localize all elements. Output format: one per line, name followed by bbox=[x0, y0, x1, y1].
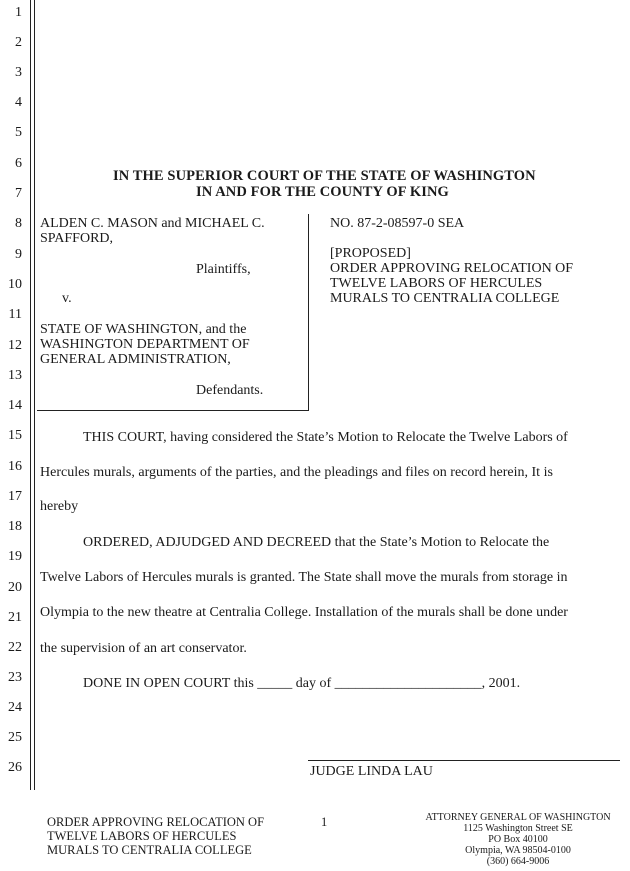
attorney-general-po-box: PO Box 40100 bbox=[488, 834, 548, 845]
line-number: 6 bbox=[15, 156, 22, 171]
line-number: 2 bbox=[15, 35, 22, 50]
defendants-name-line3: GENERAL ADMINISTRATION, bbox=[40, 352, 231, 367]
margin-rule-left bbox=[30, 0, 31, 790]
paragraph1-line2: Hercules murals, arguments of the parties, and the pleadings and files on record herein, It is bbox=[40, 465, 553, 480]
line-number: 24 bbox=[8, 700, 22, 715]
caption-bottom-rule bbox=[37, 410, 309, 411]
paragraph2-line4: the supervision of an art conservator. bbox=[40, 641, 247, 656]
footer-title-line1: ORDER APPROVING RELOCATION OF bbox=[47, 815, 265, 829]
attorney-general-street: 1125 Washington Street SE bbox=[463, 823, 573, 834]
order-title-line3: TWELVE LABORS OF HERCULES bbox=[330, 276, 543, 291]
line-number: 19 bbox=[8, 549, 22, 564]
judge-name: JUDGE LINDA LAU bbox=[310, 764, 433, 779]
attorney-general-city: Olympia, WA 98504-0100 bbox=[465, 845, 571, 856]
line-number: 7 bbox=[15, 186, 22, 201]
line-number: 9 bbox=[15, 247, 22, 262]
paragraph1-line1: THIS COURT, having considered the State’s Motion to Relocate the Twelve Labors of bbox=[83, 430, 568, 445]
plaintiffs-name-line2: SPAFFORD, bbox=[40, 231, 114, 246]
line-number: 8 bbox=[15, 216, 22, 231]
page-number: 1 bbox=[321, 815, 328, 829]
signature-line bbox=[308, 760, 620, 761]
line-number: 5 bbox=[15, 125, 22, 140]
plaintiffs-label: Plaintiffs, bbox=[196, 262, 251, 277]
paragraph2-line2: Twelve Labors of Hercules murals is granted. The State shall move the murals from storage in bbox=[40, 570, 568, 585]
line-number: 17 bbox=[8, 489, 22, 504]
attorney-general-phone: (360) 664-9006 bbox=[486, 856, 550, 867]
line-number: 13 bbox=[8, 368, 22, 383]
paragraph2-line3: Olympia to the new theatre at Centralia College. Installation of the murals shall be done under bbox=[40, 605, 568, 620]
attorney-general-block bbox=[418, 812, 618, 867]
line-number: 11 bbox=[8, 307, 22, 322]
versus: v. bbox=[62, 291, 72, 306]
case-number: NO. 87-2-08597-0 SEA bbox=[330, 216, 465, 231]
line-number: 18 bbox=[8, 519, 22, 534]
line-number: 12 bbox=[8, 338, 22, 353]
defendants-label: Defendants. bbox=[196, 383, 264, 398]
line-number: 26 bbox=[8, 760, 22, 775]
defendants-name-line2: WASHINGTON DEPARTMENT OF bbox=[40, 337, 250, 352]
footer-title-line2: TWELVE LABORS OF HERCULES bbox=[47, 829, 237, 843]
defendants-name-line1: STATE OF WASHINGTON, and the bbox=[40, 322, 247, 337]
attorney-general-name: ATTORNEY GENERAL OF WASHINGTON bbox=[425, 812, 611, 823]
line-number: 4 bbox=[15, 95, 22, 110]
line-number: 3 bbox=[15, 65, 22, 80]
line-number: 20 bbox=[8, 580, 22, 595]
margin-rule-right bbox=[34, 0, 35, 790]
line-number: 14 bbox=[8, 398, 22, 413]
paragraph2-line1: ORDERED, ADJUDGED AND DECREED that the State’s Motion to Relocate the bbox=[83, 535, 550, 550]
line-number: 15 bbox=[8, 428, 22, 443]
paragraph1-line3: hereby bbox=[40, 499, 79, 514]
order-title-line4: MURALS TO CENTRALIA COLLEGE bbox=[330, 291, 560, 306]
line-number: 22 bbox=[8, 640, 22, 655]
line-number: 25 bbox=[8, 730, 22, 745]
footer-title-line3: MURALS TO CENTRALIA COLLEGE bbox=[47, 843, 252, 857]
court-heading-line1: IN THE SUPERIOR COURT OF THE STATE OF WASHINGTON bbox=[113, 168, 536, 184]
court-heading-line2: IN AND FOR THE COUNTY OF KING bbox=[196, 184, 449, 200]
order-title-line2: ORDER APPROVING RELOCATION OF bbox=[330, 261, 574, 276]
line-number: 1 bbox=[15, 5, 22, 20]
line-number: 10 bbox=[8, 277, 22, 292]
plaintiffs-name-line1: ALDEN C. MASON and MICHAEL C. bbox=[40, 216, 265, 231]
done-in-open-court-line: DONE IN OPEN COURT this _____ day of _____________________, 2001. bbox=[83, 676, 521, 691]
caption-vertical-rule bbox=[308, 214, 309, 410]
line-number: 23 bbox=[8, 670, 22, 685]
line-number: 21 bbox=[8, 610, 22, 625]
line-number: 16 bbox=[8, 459, 22, 474]
order-title-line1: [PROPOSED] bbox=[330, 246, 411, 261]
